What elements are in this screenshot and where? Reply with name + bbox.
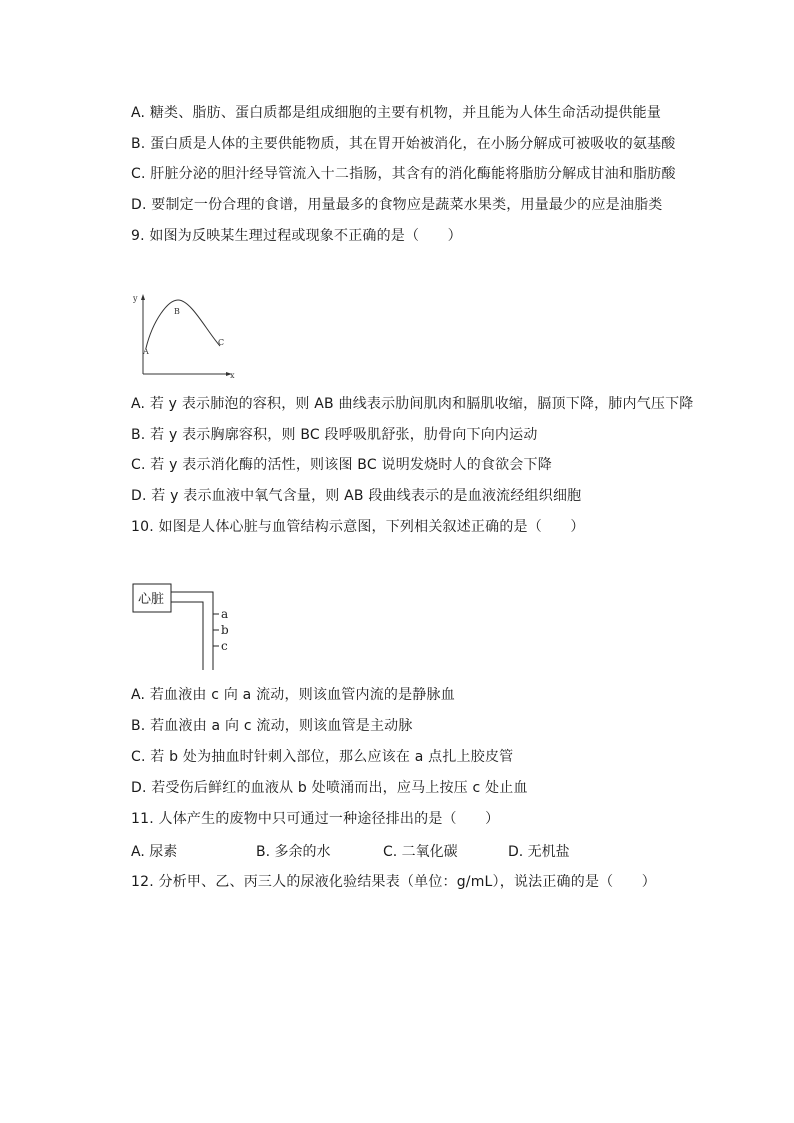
- q8-option-c: C. 肝脏分泌的胆汁经导管流入十二指肠，其含有的消化酶能将脂肪分解成甘油和脂肪酸: [131, 166, 676, 182]
- vessel-inner-wall: [171, 602, 203, 670]
- q11-stem: 11. 人体产生的废物中只可通过一种途径排出的是（ ）: [131, 811, 500, 827]
- q10-option-c: C. 若 b 处为抽血时针刺入部位，那么应该在 a 点扎上胶皮管: [131, 749, 514, 765]
- q8-option-a: A. 糖类、脂肪、蛋白质都是组成细胞的主要有机物，并且能为人体生命活动提供能量: [131, 105, 662, 121]
- vessel-outer-wall: [171, 592, 213, 670]
- q11-option-b: B. 多余的水: [256, 844, 331, 860]
- point-b-label: B: [174, 307, 180, 316]
- q8-option-d: D. 要制定一份合理的食谱，用量最多的食物应是蔬菜水果类，用量最少的应是油脂类: [131, 197, 663, 213]
- q11-option-a: A. 尿素: [131, 844, 178, 860]
- point-c-label: C: [218, 338, 225, 347]
- q9-option-c: C. 若 y 表示消化酶的活性，则该图 BC 说明发烧时人的食欲会下降: [131, 457, 552, 473]
- q10-option-d: D. 若受伤后鲜红的血液从 b 处喷涌而出，应马上按压 c 处止血: [131, 780, 528, 796]
- q10-option-b: B. 若血液由 a 向 c 流动，则该血管是主动脉: [131, 718, 413, 734]
- q9-option-a: A. 若 y 表示肺泡的容积，则 AB 曲线表示肋间肌肉和膈肌收缩，膈顶下降，肺内气压下降: [131, 396, 694, 412]
- q9-curve: [146, 300, 220, 348]
- q9-stem: 9. 如图为反映某生理过程或现象不正确的是（ ）: [131, 228, 462, 244]
- q12-stem: 12. 分析甲、乙、丙三人的尿液化验结果表（单位：g/mL），说法正确的是（ ）: [131, 874, 656, 890]
- label-c: c: [221, 639, 228, 653]
- q11-option-c: C. 二氧化碳: [383, 844, 458, 860]
- label-b: b: [221, 623, 229, 637]
- y-axis-arrow-icon: [141, 294, 145, 300]
- label-a: a: [221, 607, 229, 621]
- q10-stem: 10. 如图是人体心脏与血管结构示意图，下列相关叙述正确的是（ ）: [131, 519, 585, 535]
- q10-heart-vessel-figure: [128, 582, 238, 674]
- point-a-label: A: [143, 347, 149, 356]
- y-label: y: [133, 294, 138, 303]
- q9-curve-figure: [128, 290, 238, 380]
- q11-option-d: D. 无机盐: [508, 844, 570, 860]
- q9-option-d: D. 若 y 表示血液中氧气含量，则 AB 段曲线表示的是血液流经组织细胞: [131, 488, 582, 504]
- heart-label: 心脏: [138, 592, 165, 607]
- q8-option-b: B. 蛋白质是人体的主要供能物质，其在胃开始被消化，在小肠分解成可被吸收的氨基酸: [131, 136, 676, 152]
- q10-option-a: A. 若血液由 c 向 a 流动，则该血管内流的是静脉血: [131, 687, 455, 703]
- q9-option-b: B. 若 y 表示胸廓容积，则 BC 段呼吸肌舒张，肋骨向下向内运动: [131, 427, 538, 443]
- x-label: x: [230, 371, 235, 380]
